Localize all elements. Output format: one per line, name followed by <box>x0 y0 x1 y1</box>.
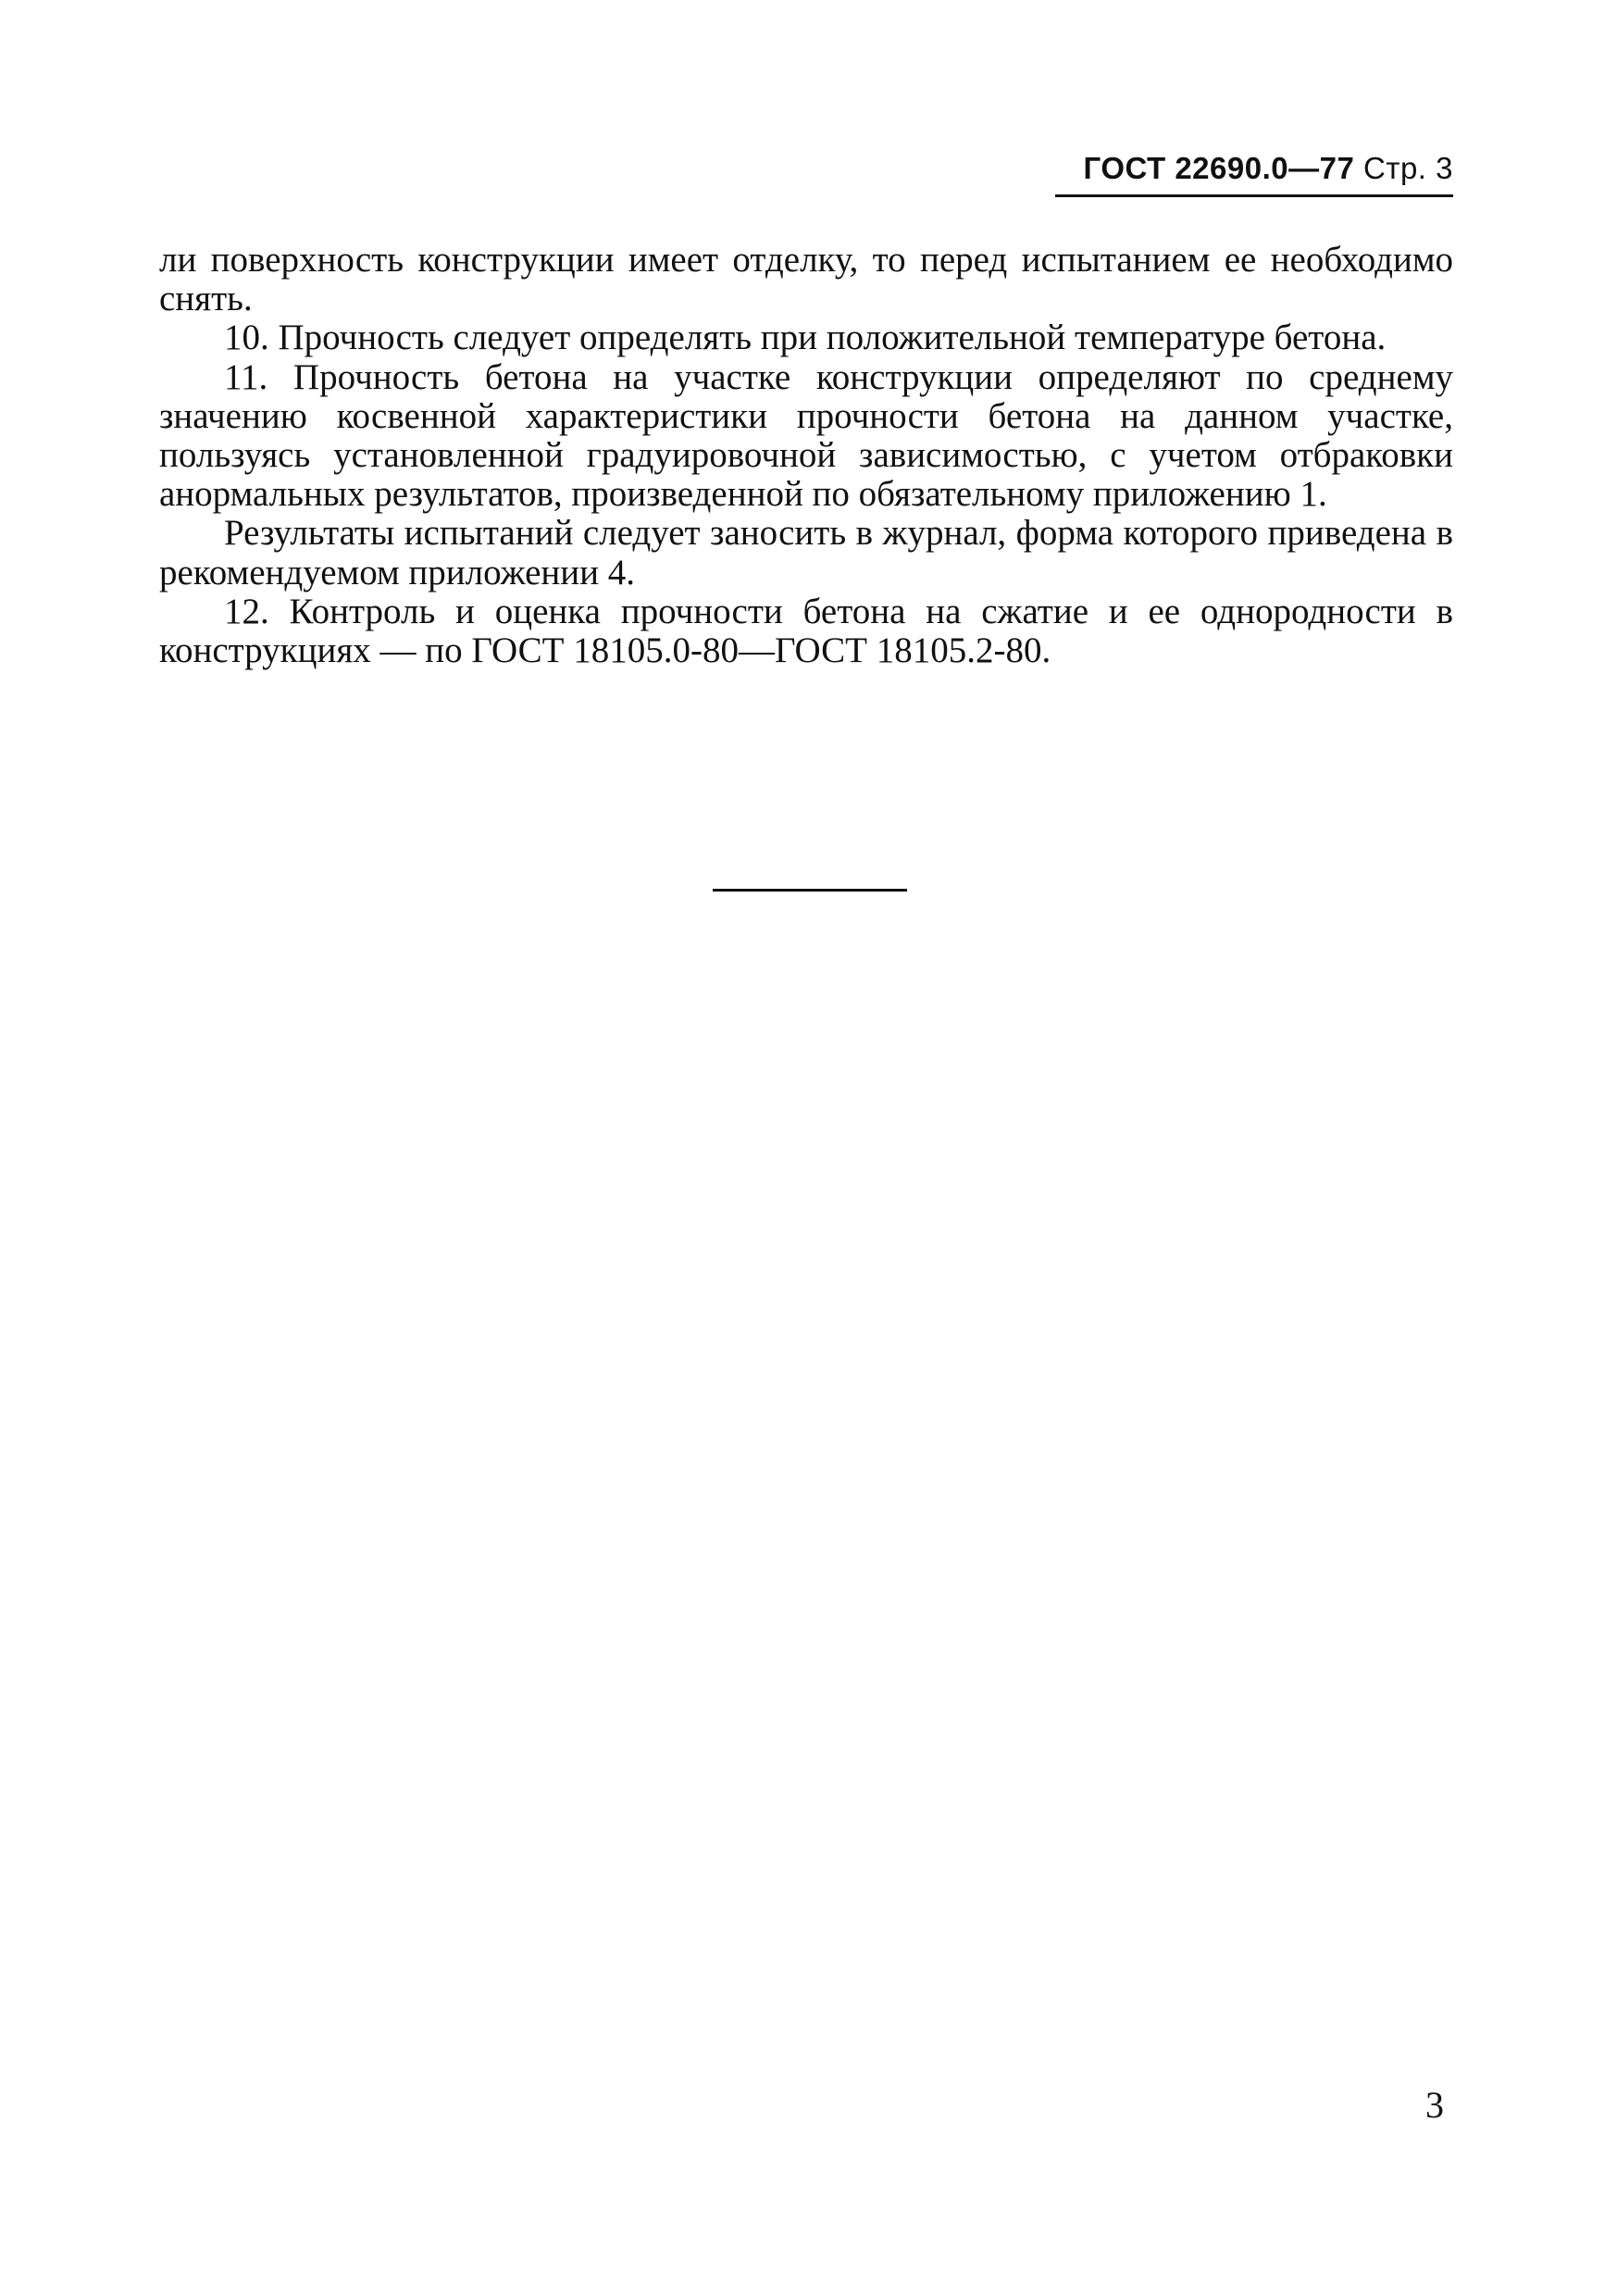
body-text <box>159 241 1453 670</box>
paragraph-item-12: 12. Контроль и оценка прочности бетона на сжатие и ее однородности в конструкциях — по ГОСТ 18105.0-80—ГОСТ 18105.2-80. <box>159 591 1453 671</box>
paragraph-results: Результаты испытаний следует заносить в журнал, форма которого приведена в рекомендуемом приложении 4. <box>159 513 1453 593</box>
page-number: 3 <box>1425 2084 1444 2126</box>
paragraph-item-11: 11. Прочность бетона на участке конструкции определяют по среднему значению косвенной характеристики прочности бетона на данном участке, пользуясь установленной градуировочной зависимостью, с учетом отбраковки анормальных результатов, произведенной по обязательному приложению 1. <box>159 356 1453 515</box>
end-rule <box>713 889 907 892</box>
header-rule <box>1055 194 1453 197</box>
running-header <box>1064 148 1453 189</box>
paragraph-continuation: ли поверхность конструкции имеет отделку, то перед испытанием ее необходимо снять. <box>159 240 1453 319</box>
paragraph-item-10: 10. Прочность следует определять при положительной температуре бетона. <box>224 318 1387 358</box>
page-label: Стр. 3 <box>1363 151 1453 185</box>
standard-designation: ГОСТ 22690.0—77 <box>1083 151 1355 185</box>
